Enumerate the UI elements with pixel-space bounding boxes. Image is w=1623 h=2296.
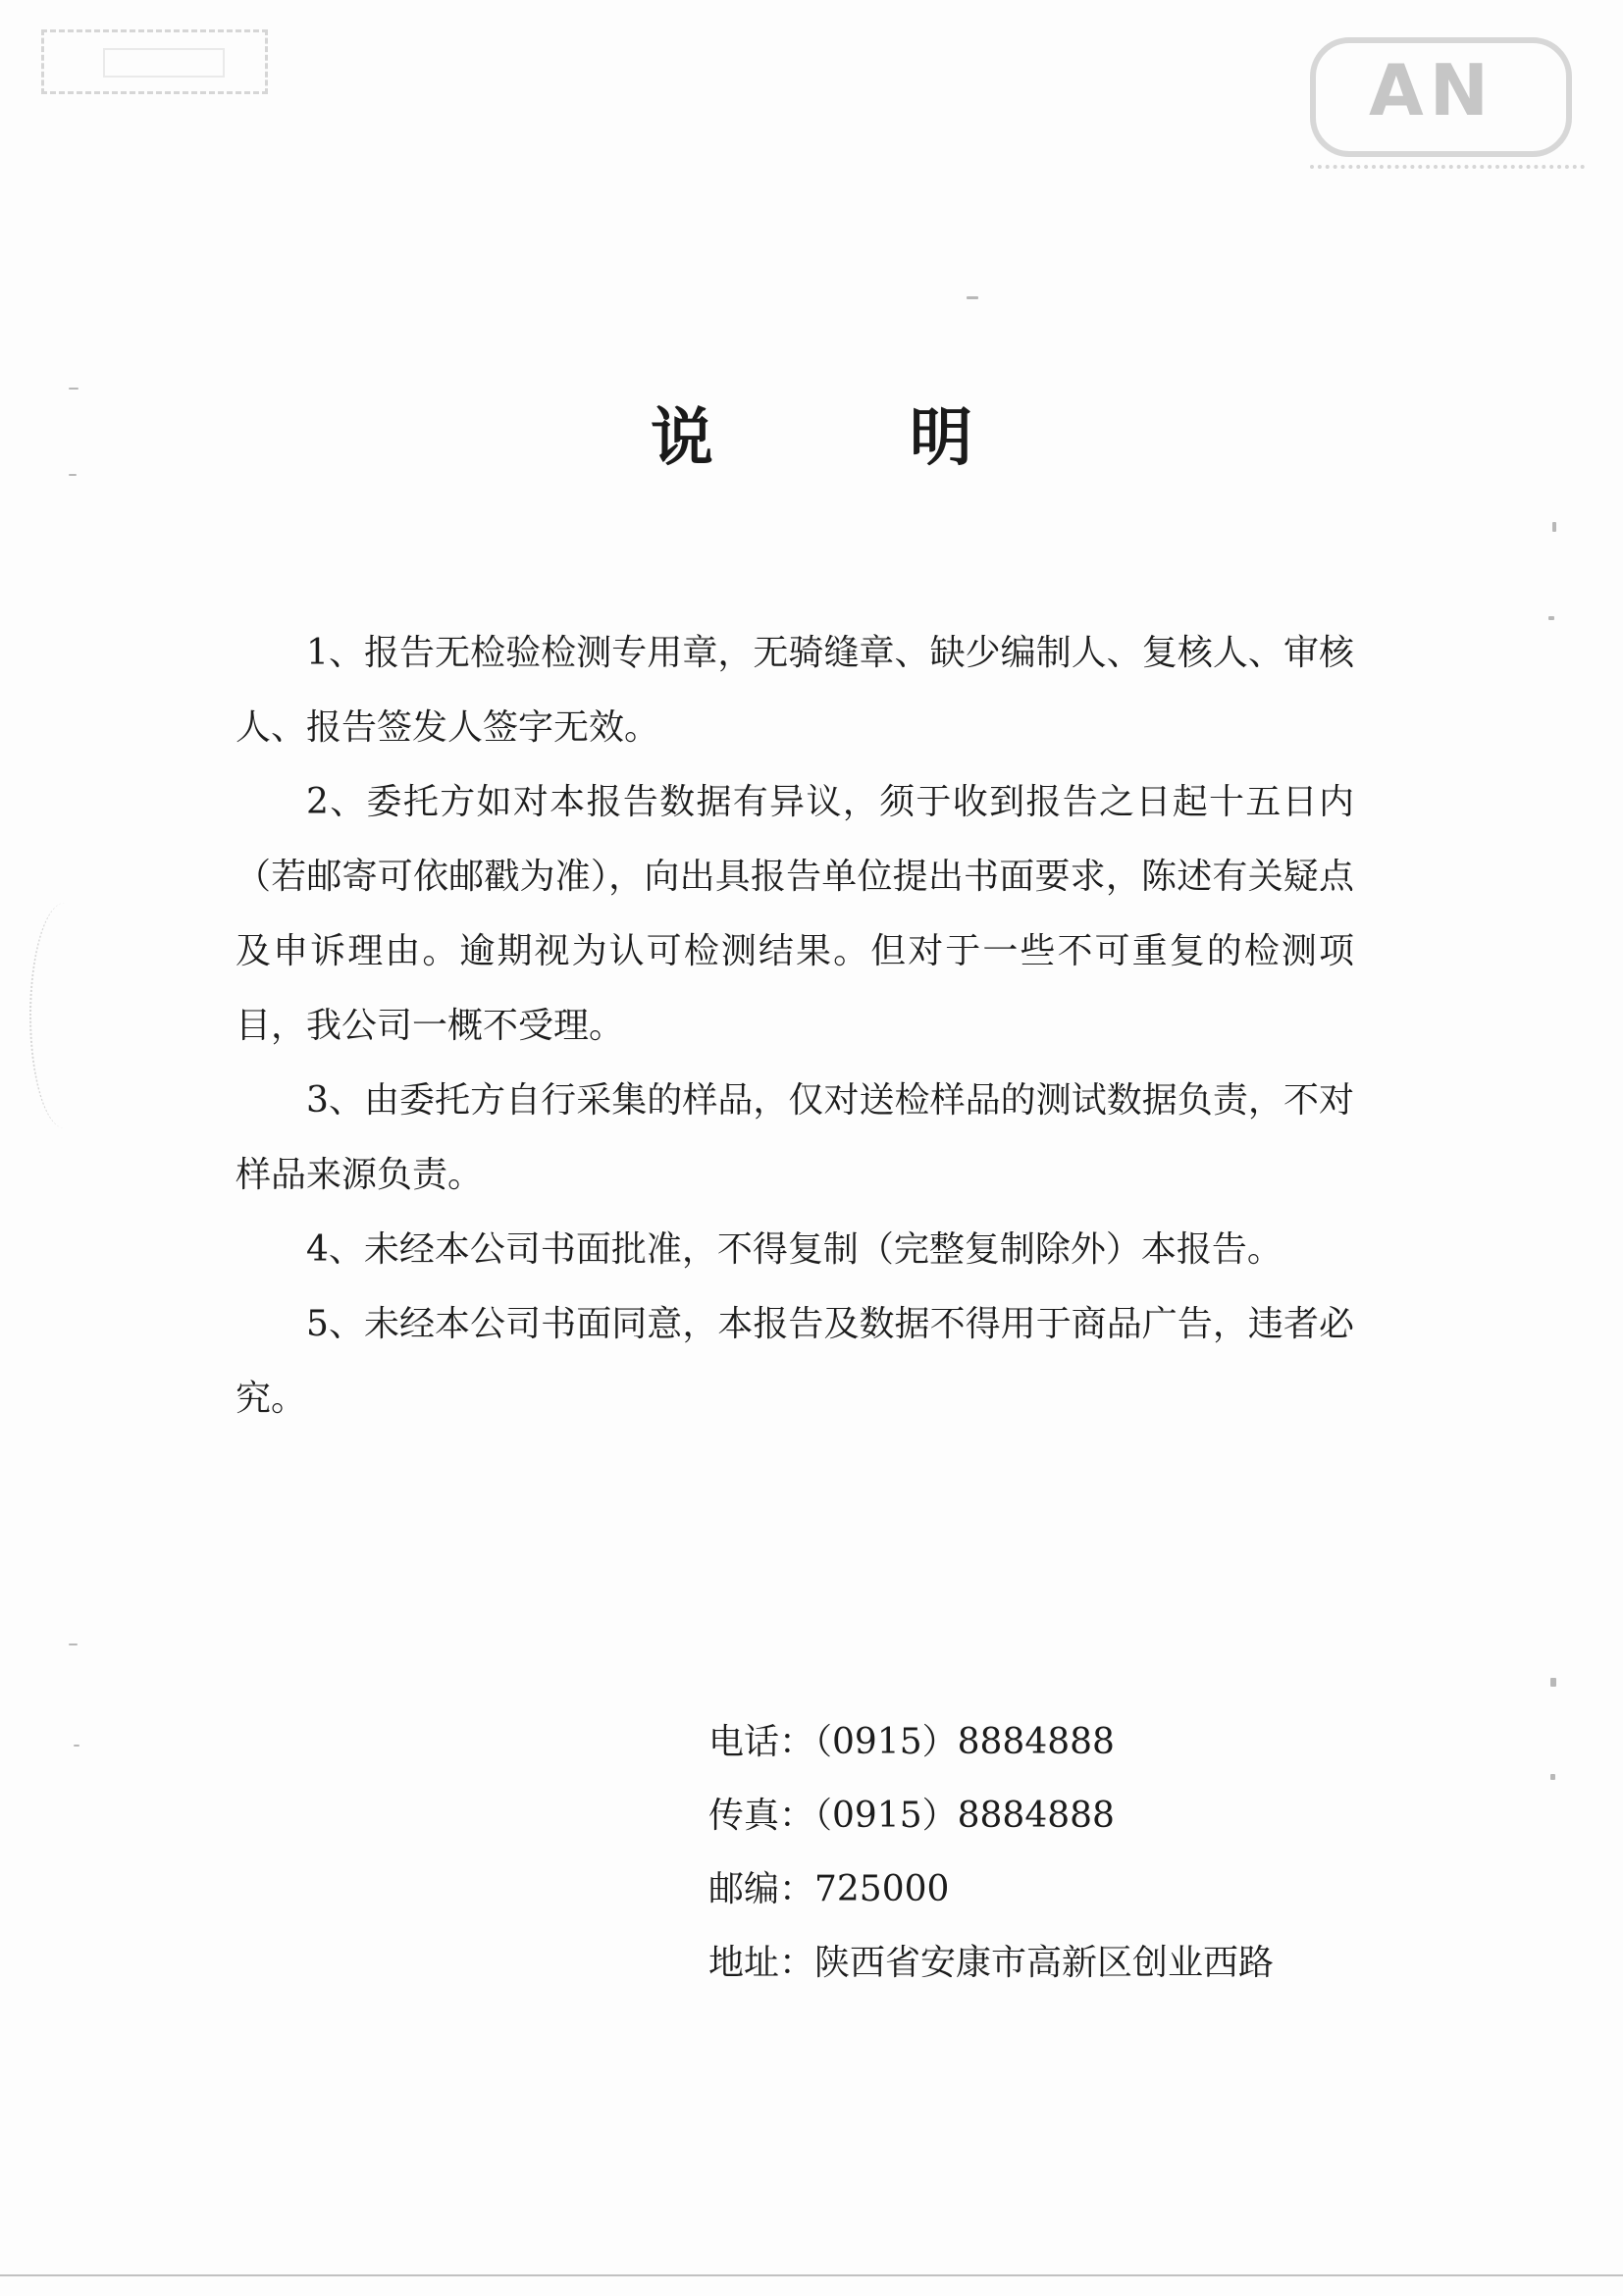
note-item-1: 1、报告无检验检测专用章，无骑缝章、缺少编制人、复核人、审核人、报告签发人签字无效。 <box>236 633 1354 748</box>
logo-stamp-underline <box>1310 165 1585 184</box>
note-item-5: 5、未经本公司书面同意，本报告及数据不得用于商品广告，违者必究。 <box>236 1304 1354 1419</box>
logo-stamp-text: AN <box>1369 49 1494 131</box>
page-edge-line <box>0 2274 1623 2276</box>
contact-postcode: 邮编：725000 <box>708 1869 950 1909</box>
title-char-2: 明 <box>910 401 972 475</box>
scan-shadow-arc <box>29 903 100 1128</box>
scan-speck <box>1550 1774 1555 1780</box>
scan-speck <box>69 1644 78 1645</box>
contact-fax: 传真：（0915）8884888 <box>708 1796 1115 1836</box>
scan-speck <box>967 296 978 299</box>
scan-speck <box>74 1745 79 1747</box>
contact-phone: 电话：（0915）8884888 <box>708 1722 1115 1762</box>
scan-speck <box>1552 522 1556 532</box>
contact-block <box>708 1705 1274 2000</box>
document-title <box>0 388 1623 478</box>
faded-stamp-left <box>41 29 268 94</box>
notes-body <box>236 616 1354 1436</box>
contact-address: 地址：陕西省安康市高新区创业西路 <box>708 1943 1275 1983</box>
title-char-1: 说 <box>651 401 713 475</box>
note-item-3: 3、由委托方自行采集的样品，仅对送检样品的测试数据负责，不对样品来源负责。 <box>236 1080 1354 1195</box>
scan-speck <box>1550 1678 1556 1687</box>
scan-speck <box>1548 616 1554 620</box>
note-item-2: 2、委托方如对本报告数据有异议，须于收到报告之日起十五日内（若邮寄可依邮戳为准），向出具报告单位提出书面要求，陈述有关疑点及申诉理由。逾期视为认可检测结果。但对于一些不可重复的检测项目，我公司一概不受理。 <box>236 782 1354 1046</box>
note-item-4: 4、未经本公司书面批准，不得复制（完整复制除外）本报告。 <box>306 1229 1283 1270</box>
